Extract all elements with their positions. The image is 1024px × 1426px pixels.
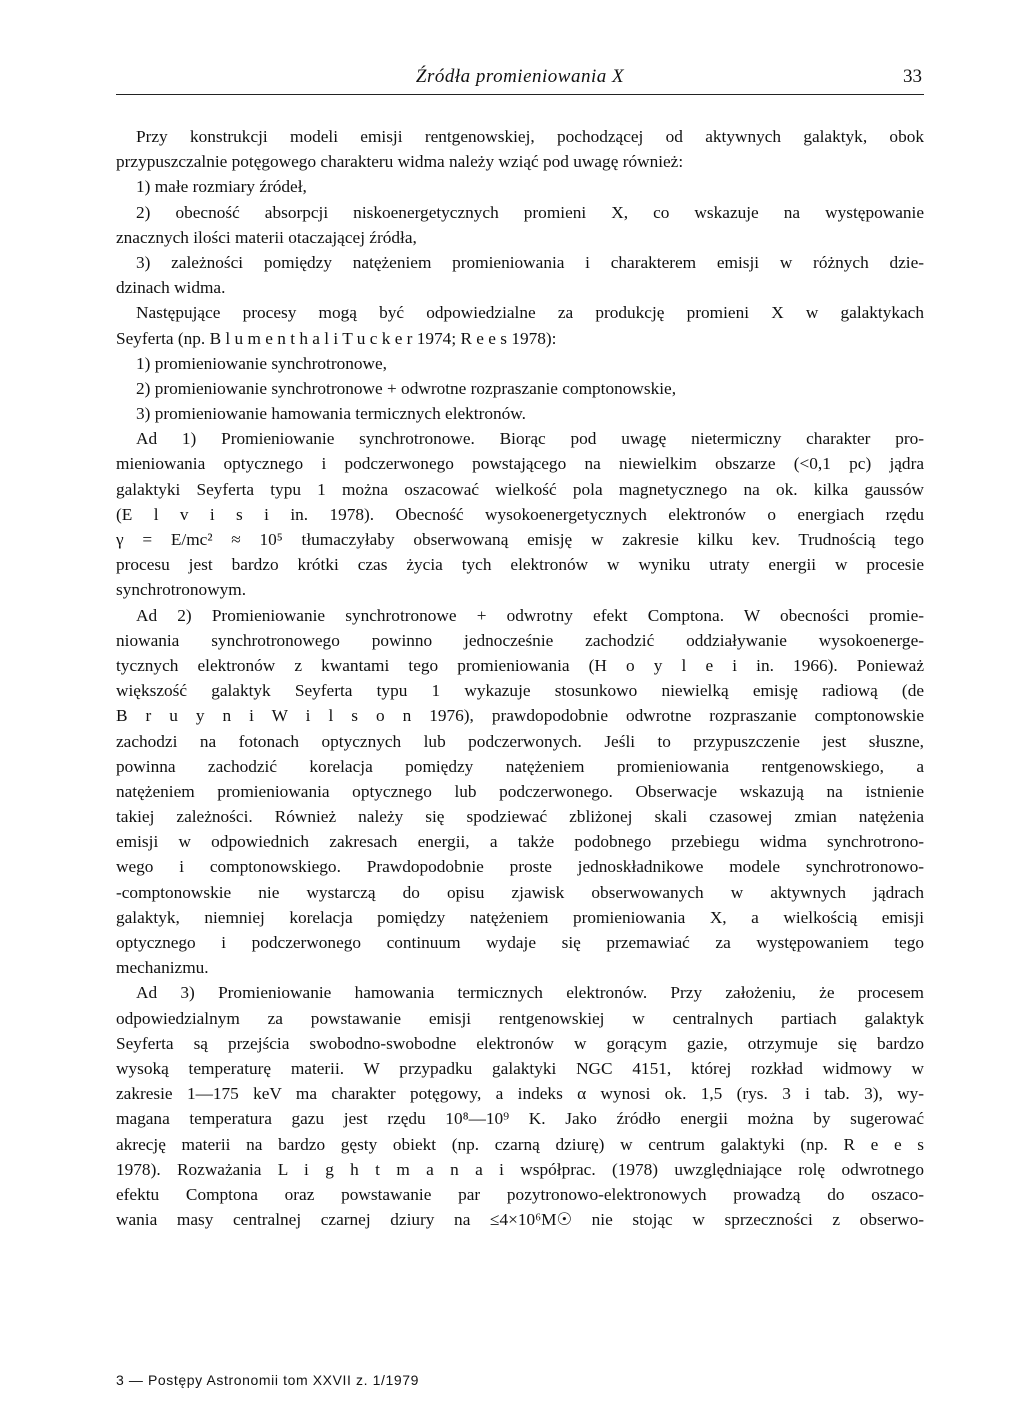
text-line: powinna zachodzić korelacja pomiędzy natężeniem promieniowania rentgenowskiego, a <box>116 756 924 776</box>
text-line: Następujące procesy mogą być odpowiedzialne za produkcję promieni X w galaktykach <box>136 303 924 323</box>
text-line: magana temperatura gazu jest rzędu 10⁸—10⁹ K. Jako źródło energii można by sugerować <box>116 1109 924 1129</box>
text-line: Seyferta są przejścia swobodno-swobodne elektronów w gorącym gazie, otrzymuje się bardzo <box>116 1033 924 1053</box>
text-line: znacznych ilości materii otaczającej źródła, <box>116 227 417 247</box>
body-text <box>116 124 924 1232</box>
text-line: 2) obecność absorpcji niskoenergetycznych promieni X, co wskazuje na występowanie <box>136 202 924 222</box>
text-line: wysoką temperaturę materii. W przypadku galaktyki NGC 4151, której rozkład widmowy w <box>116 1058 924 1078</box>
text-line: wania masy centralnej czarnej dziury na ≤4×10⁶M☉ nie stojąc w sprzeczności z obserwo- <box>116 1210 924 1230</box>
text-line: Seyferta (np. B l u m e n t h a l i T u c k e r 1974; R e e s 1978): <box>116 328 557 348</box>
text-line: natężeniem promieniowania optycznego lub podczerwonego. Obserwacje wskazują na istnienie <box>116 781 924 801</box>
text-line: takiej zależności. Również należy się spodziewać zbliżonej skali czasowej zmian natężenia <box>116 807 924 827</box>
running-title: Źródła promieniowania X <box>415 66 625 87</box>
text-line: wego i comptonowskiego. Prawdopodobnie proste jednoskładnikowe modele synchrotronowo- <box>116 857 924 877</box>
text-line: galaktyki Seyferta typu 1 można oszacować wielkość pola magnetycznego na ok. kilka gaussów <box>116 479 924 499</box>
text-line: procesu jest bardzo krótki czas życia tych elektronów w wyniku utraty energii w procesie <box>116 555 924 575</box>
text-line: optycznego i podczerwonego continuum wydaje się przemawiać za występowaniem tego <box>116 933 924 952</box>
text-line: B r u y n i W i l s o n 1976), prawdopodobnie odwrotne rozpraszanie comptonowskie <box>116 706 924 726</box>
text-line: dzinach widma. <box>116 278 226 298</box>
text-line: 3) promieniowanie hamowania termicznych elektronów. <box>136 404 526 424</box>
text-line: synchrotronowym. <box>116 580 247 600</box>
text-line: 1) małe rozmiary źródeł, <box>136 177 307 197</box>
page-header <box>116 64 924 95</box>
text-line: zachodzi na fotonach optycznych lub podczerwonych. Jeśli to przypuszczenie jest słuszne, <box>116 731 924 751</box>
page-number: 33 <box>903 66 922 87</box>
text-line: -comptonowskie nie wystarczą do opisu zjawisk obserwowanych w aktywnych jądrach <box>116 882 924 902</box>
text-line: (E l v i s i in. 1978). Obecność wysokoenergetycznych elektronów o energiach rzędu <box>116 504 924 524</box>
text-line: 3) zależności pomiędzy natężeniem promieniowania i charakterem emisji w różnych dzie- <box>136 252 924 272</box>
text-line: Przy konstrukcji modeli emisji rentgenowskiej, pochodzącej od aktywnych galaktyk, obok <box>136 127 924 146</box>
text-line: 2) promieniowanie synchrotronowe + odwrotne rozpraszanie comptonowskie, <box>136 378 677 398</box>
text-line: większość galaktyk Seyferta typu 1 wykazuje stosunkowo niewielką emisję radiową (de <box>116 681 924 701</box>
text-line: zakresie 1—175 keV ma charakter potęgowy, a indeks α wynosi ok. 1,5 (rys. 3 i tab. 3), wy- <box>116 1084 924 1104</box>
text-line: emisji w odpowiednich zakresach energii, a także podobnego przebiegu widma synchrotrono- <box>116 832 924 852</box>
text-line: γ = E/mc² ≈ 10⁵ tłumaczyłaby obserwowaną emisję w zakresie kilku kev. Trudnością tego <box>116 530 924 549</box>
text-line: tycznych elektronów z kwantami tego promieniowania (H o y l e i in. 1966). Ponieważ <box>116 655 924 675</box>
text-line: galaktyk, niemniej korelacja pomiędzy natężeniem promieniowania X, a wielkością emisji <box>116 907 924 927</box>
text-line: 1978). Rozważania L i g h t m a n a i współprac. (1978) uwzględniające rolę odwrotnego <box>116 1159 924 1179</box>
text-line: Ad 2) Promieniowanie synchrotronowe + odwrotny efekt Comptona. W obecności promie- <box>136 605 924 625</box>
text-line: 1) promieniowanie synchrotronowe, <box>136 353 387 373</box>
text-line: Ad 3) Promieniowanie hamowania termicznych elektronów. Przy założeniu, że procesem <box>136 983 924 1003</box>
text-line: przypuszczalnie potęgowego charakteru widma należy wziąć pod uwagę również: <box>116 152 684 172</box>
text-line: mieniowania optycznego i podczerwonego powstającego na niewielkim obszarze (<0,1 pc) jądra <box>116 454 924 474</box>
text-line: mechanizmu. <box>116 958 209 978</box>
footer-note: 3 — Postępy Astronomii tom XXVII z. 1/1979 <box>116 1372 419 1388</box>
text-line: niowania synchrotronowego powinno jednocześnie zachodzić oddziaływanie wysokoenerge- <box>116 630 924 650</box>
text-line: akrecję materii na bardzo gęsty obiekt (np. czarną dziurę) w centrum galaktyki (np. R e e s <box>116 1134 924 1154</box>
text-line: odpowiedzialnym za powstawanie emisji rentgenowskiej w centralnych partiach galaktyk <box>116 1008 924 1028</box>
text-line: efektu Comptona oraz powstawanie par pozytronowo-elektronowych prowadzą do oszaco- <box>116 1184 924 1204</box>
text-line: Ad 1) Promieniowanie synchrotronowe. Biorąc pod uwagę nietermiczny charakter pro- <box>136 429 924 449</box>
